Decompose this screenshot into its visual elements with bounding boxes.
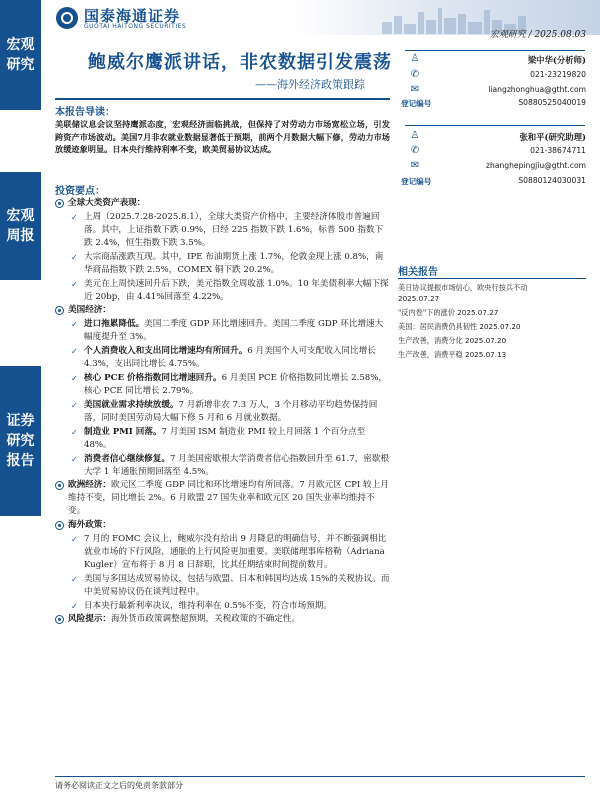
section-overseas-policy <box>55 519 390 532</box>
bullet-icon <box>55 521 64 530</box>
email-icon: ✉ <box>410 160 420 171</box>
analyst-phone: 021-23219820 <box>530 70 586 79</box>
check-icon: ✓ <box>71 401 78 410</box>
related-title: 美国：居民消费仍具韧性 <box>398 322 478 331</box>
bullet-icon <box>55 306 64 315</box>
check-icon: ✓ <box>71 347 78 356</box>
section-global-assets <box>55 197 390 210</box>
person-icon: ♙ <box>410 130 420 141</box>
list-item <box>55 533 390 572</box>
related-date: 2025.07.13 <box>465 350 507 359</box>
related-title: "反内卷"下的涨价 <box>398 308 455 317</box>
item-text: 7 月美国密歇根大学消费者信心指数回升至 61.7，密歇根大学 1 年通胀预期回落至 4.5%。 <box>84 454 390 477</box>
logo-text: 国泰海通证券 <box>84 7 181 25</box>
list-item <box>55 345 390 371</box>
item-lead: 核心 PCE 价格指数同比增速回升。 <box>84 373 222 383</box>
analyst-divider <box>405 50 585 51</box>
phone-icon: ✆ <box>410 69 420 80</box>
item-text: 美国与多国达成贸易协议，包括与欧盟、日本和韩国均达成 15%的关税协议。而中美贸易协议仍在谈判过程中。 <box>84 574 390 597</box>
item-text: 大宗商品涨跌互现。其中，IPE 布油期货上涨 1.7%，伦敦金现上涨 0.8%，南华商品指数下跌 2.5%，COMEX 铜下跌 20.2%。 <box>84 252 384 275</box>
item-text: 6 月美国 PCE 价格指数同比增长 2.58%，核心 PCE 同比增长 2.79%。 <box>84 373 388 396</box>
report-category-date: 宏观研究 / 2025.08.03 <box>489 30 586 40</box>
item-text: 美国二季度 GDP 环比增速回升。美国二季度 GDP 环比增速大幅度提升至 3%。 <box>84 319 384 342</box>
list-item <box>55 211 390 250</box>
item-text: 7 月美国 ISM 制造业 PMI 较上月回落 1 个百分点至 48%。 <box>84 427 366 450</box>
analyst-email: zhanghepingjiu@gtht.com <box>486 161 586 170</box>
report-title: 鲍威尔鹰派讲话，非农数据引发震荡 <box>88 52 392 73</box>
check-icon: ✓ <box>71 455 78 464</box>
sidebar-label: 宏观研究 <box>6 37 35 73</box>
bullet-icon <box>55 615 64 624</box>
section-title: 风险提示： <box>68 614 111 624</box>
cert-label: 登记编号 <box>401 99 432 108</box>
related-date: 2025.07.20 <box>479 322 521 331</box>
check-icon: ✓ <box>71 213 78 222</box>
analyst-cert: S0880124030031 <box>518 176 586 185</box>
report-subtitle: ——海外经济政策跟踪 <box>255 78 365 91</box>
section-europe-economy <box>55 479 390 518</box>
section-title: 欧洲经济： <box>68 480 111 490</box>
page-header <box>41 0 600 40</box>
analyst-divider <box>405 125 585 126</box>
section-title: 全球大类资产表现： <box>68 198 146 208</box>
list-item <box>55 426 390 452</box>
related-item[interactable] <box>398 321 586 332</box>
analyst-name: 梁中华(分析师) <box>527 55 586 65</box>
section-risk <box>55 613 390 626</box>
list-item <box>55 278 390 304</box>
check-icon: ✓ <box>71 535 78 544</box>
bullet-icon <box>55 199 64 208</box>
item-lead: 美国就业需求持续放缓。 <box>84 400 179 410</box>
item-lead: 个人消费收入和支出同比增速均有所回升。 <box>84 346 248 356</box>
analyst-phone: 021-38674711 <box>530 146 586 155</box>
left-sidebar <box>0 0 41 800</box>
item-text: 7 月新增非农 7.3 万人，3 个月移动平均趋势保持回落，同时美国劳动局大幅下修 5 月和 6 月就业数据。 <box>84 400 378 423</box>
email-icon: ✉ <box>410 84 420 95</box>
list-item <box>55 372 390 398</box>
lead-body: 美联储议息会议坚持鹰派态度，宏观经济面临挑战，但保持了对劳动力市场宽松立场，引发跨资产市场波动。美国7月非农就业数据显著低于预期，前两个月数据大幅下修，劳动力市场放缓迹象明显。日本央行维持利率不变，欧美贸易协议达成。 <box>55 119 390 154</box>
list-item <box>55 251 390 277</box>
footer-disclaimer: 请务必阅读正文之后的免责条款部分 <box>55 781 183 790</box>
related-item[interactable] <box>398 349 586 360</box>
cert-label: 登记编号 <box>401 177 432 186</box>
check-icon: ✓ <box>71 253 78 262</box>
analyst-name: 张和平(研究助理) <box>519 132 586 142</box>
analyst-email: liangzhonghua@gtht.com <box>488 85 586 94</box>
check-icon: ✓ <box>71 374 78 383</box>
related-title: 生产改善，消费分化 <box>398 336 463 345</box>
list-item <box>55 573 390 599</box>
related-heading: 相关报告 <box>398 267 438 278</box>
title-divider <box>55 98 390 100</box>
related-item[interactable] <box>398 307 586 318</box>
related-list <box>398 282 586 363</box>
item-lead: 制造业 PMI 回落。 <box>84 427 162 437</box>
check-icon: ✓ <box>71 428 78 437</box>
related-item[interactable] <box>398 335 586 346</box>
check-icon: ✓ <box>71 575 78 584</box>
related-divider <box>398 278 586 279</box>
sidebar-block-category <box>0 0 41 110</box>
item-text: 日本央行最新利率决议，维持利率在 0.5%不变，符合市场预期。 <box>84 601 333 611</box>
related-title: 美日协议提振市场信心，欧央行按兵不动 <box>398 283 528 292</box>
lead-heading: 本报告导读： <box>55 107 115 118</box>
related-date: 2025.07.27 <box>398 294 440 303</box>
phone-icon: ✆ <box>410 145 420 156</box>
sidebar-block-type <box>0 172 41 280</box>
item-text: 美元在上周快速回升后下跌，美元指数全周收涨 1.0%。10 年美债利率大幅下探近 20bp，由 4.41%回落至 4.22%。 <box>84 279 389 302</box>
bullet-icon <box>55 481 64 490</box>
section-inline-text: 欧元区二季度 GDP 同比和环比增速均有所回落。7 月欧元区 CPI 较上月维持不变，同比增长 2%。6 月欧盟 27 国失业率和欧元区 20 国失业率均维持不变。 <box>68 480 389 516</box>
footer-divider <box>55 776 585 777</box>
item-lead: 消费者信心继续修复。 <box>84 454 170 464</box>
related-date: 2025.07.27 <box>457 308 499 317</box>
check-icon: ✓ <box>71 320 78 329</box>
sidebar-label: 宏观周报 <box>6 208 35 244</box>
person-icon: ♙ <box>410 53 420 64</box>
list-item <box>55 600 390 613</box>
analyst-cert: S0880525040019 <box>518 98 586 107</box>
item-text: 7 月的 FOMC 会议上，鲍威尔没有给出 9 月降息的明确信号，并不断强调相比就业市场的下行风险，通胀的上行风险更加重要。美联储理事库格勒（Adriana Kugler）宣布将于 8 月 8 日辞职，比其任期结束时间提前数月。 <box>84 534 387 570</box>
key-points <box>55 197 390 627</box>
sidebar-label: 证券研究报告 <box>6 413 35 469</box>
related-title: 生产改善，消费平稳 <box>398 350 463 359</box>
related-date: 2025.07.20 <box>465 336 507 345</box>
item-text: 上周（2025.7.28-2025.8.1），全球大类资产价格中，主要经济体股市普遍回落。其中，上证指数下跌 0.9%，日经 225 指数下跌 1.6%，标普 500 指数下跌 2.4%，恒生指数下跌 3.5%。 <box>84 212 384 248</box>
sidebar-block-report <box>0 366 41 516</box>
check-icon: ✓ <box>71 602 78 611</box>
list-item <box>55 318 390 344</box>
logo-subtext: GUOTAI HAITONG SECURITIES <box>84 23 187 30</box>
section-inline-text: 海外货币政策调整超预期，关税政策的不确定性。 <box>110 614 301 624</box>
section-us-economy <box>55 304 390 317</box>
list-item <box>55 453 390 479</box>
check-icon: ✓ <box>71 280 78 289</box>
related-item[interactable] <box>398 282 586 304</box>
list-item <box>55 399 390 425</box>
points-heading: 投资要点： <box>55 186 105 197</box>
item-lead: 进口拖累降低。 <box>84 319 145 329</box>
item-text: 6 月美国个人可支配收入同比增长 4.3%，支出同比增长 4.75%。 <box>84 346 376 369</box>
logo-icon <box>56 7 78 29</box>
section-title: 海外政策： <box>68 520 111 530</box>
section-title: 美国经济： <box>68 305 111 315</box>
